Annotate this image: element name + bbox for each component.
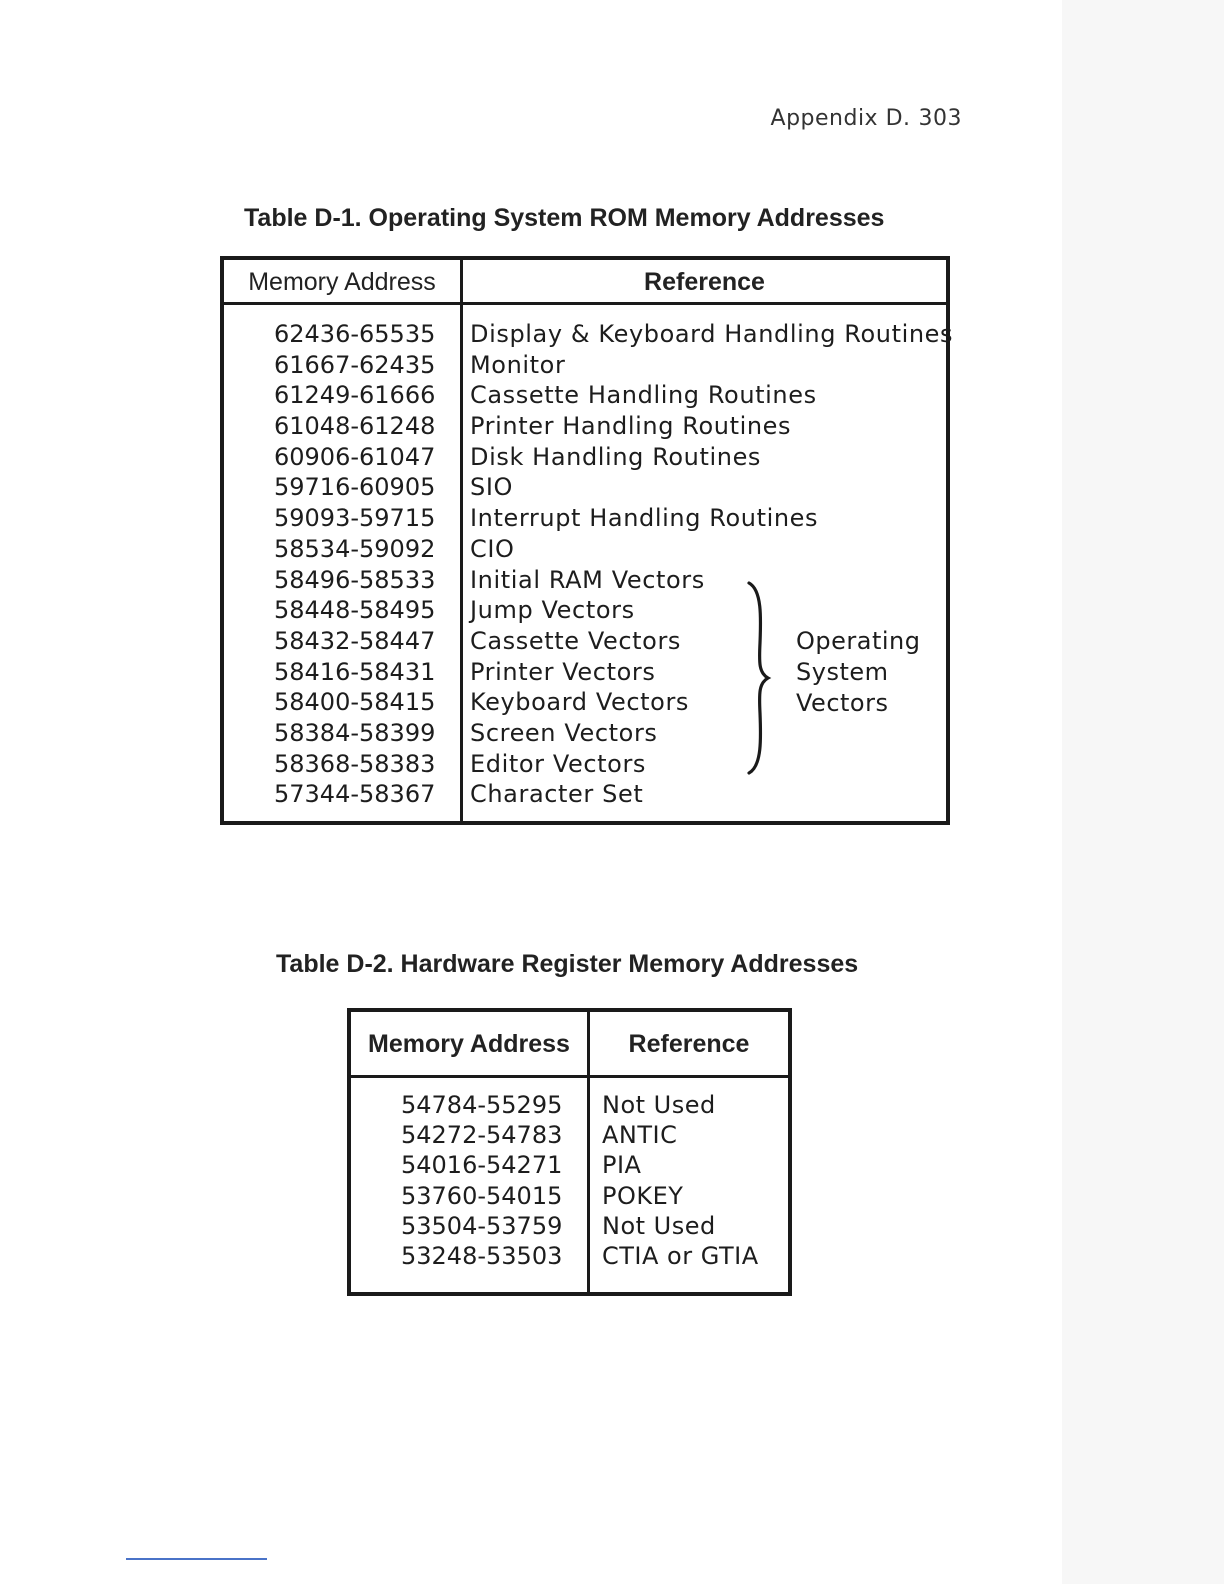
reference-cell: Interrupt Handling Routines (470, 504, 819, 533)
reference-cell: ANTIC (602, 1121, 678, 1150)
reference-cell: Keyboard Vectors (470, 688, 690, 717)
address-cell: 58496-58533 (274, 565, 436, 594)
address-cell: 58384-58399 (274, 718, 436, 747)
group-note-line: Vectors (796, 689, 889, 717)
reference-column (470, 319, 953, 810)
column-header-memory-address: Memory Address (368, 1029, 570, 1058)
curly-brace-icon (744, 578, 774, 778)
address-cell: 53504-53759 (401, 1211, 563, 1240)
reference-cell: Cassette Vectors (470, 626, 682, 655)
address-column (401, 1090, 562, 1271)
page-edge-shading (1062, 0, 1224, 1584)
reference-cell: Disk Handling Routines (470, 442, 762, 471)
reference-cell: Initial RAM Vectors (470, 565, 705, 594)
footnote-rule (126, 1558, 267, 1560)
address-cell: 54016-54271 (401, 1151, 563, 1180)
column-header-reference: Reference (628, 1029, 750, 1058)
reference-cell: Not Used (602, 1211, 716, 1240)
address-cell: 57344-58367 (274, 780, 436, 809)
reference-cell: POKEY (602, 1181, 684, 1210)
address-cell: 61048-61248 (274, 412, 436, 441)
vectors-group-note (796, 626, 921, 719)
reference-cell: Screen Vectors (470, 718, 658, 747)
reference-cell: SIO (470, 473, 514, 502)
reference-cell: Not Used (602, 1091, 716, 1119)
column-divider (460, 260, 463, 821)
reference-cell: PIA (602, 1151, 642, 1180)
address-cell: 61249-61666 (274, 381, 436, 410)
address-cell: 58448-58495 (274, 596, 436, 625)
reference-cell: Character Set (470, 780, 644, 809)
address-cell: 58432-58447 (274, 626, 436, 655)
reference-cell: Jump Vectors (470, 596, 635, 625)
address-cell: 58534-59092 (274, 534, 436, 563)
reference-cell: Cassette Handling Routines (470, 381, 817, 410)
reference-cell: Display & Keyboard Handling Routines (470, 320, 954, 348)
running-header (771, 106, 962, 131)
address-column (274, 319, 435, 810)
group-note-line: Operating (796, 627, 921, 655)
reference-cell: Monitor (470, 350, 566, 379)
address-cell: 59093-59715 (274, 504, 436, 533)
address-cell: 54272-54783 (401, 1121, 563, 1150)
reference-column (602, 1090, 759, 1271)
table-d2-title: Table D-2. Hardware Register Memory Addresses (276, 950, 859, 978)
address-cell: 54784-55295 (401, 1091, 563, 1119)
address-cell: 58368-58383 (274, 749, 436, 778)
address-cell: 53760-54015 (401, 1181, 563, 1210)
reference-cell: CIO (470, 534, 515, 563)
reference-cell: CTIA or GTIA (602, 1241, 759, 1270)
group-note-line: System (796, 658, 889, 686)
reference-cell: Printer Handling Routines (470, 412, 792, 441)
column-header-reference: Reference (644, 267, 765, 296)
header-section: Appendix D. (770, 106, 911, 131)
table-d1 (220, 256, 954, 825)
address-cell: 58416-58431 (274, 657, 436, 686)
address-cell: 59716-60905 (274, 473, 436, 502)
address-cell: 53248-53503 (401, 1241, 563, 1270)
reference-cell: Printer Vectors (470, 657, 656, 686)
table-d2 (347, 1008, 792, 1296)
address-cell: 61667-62435 (274, 350, 436, 379)
page-number: 303 (918, 106, 962, 131)
address-cell: 60906-61047 (274, 442, 436, 471)
reference-cell: Editor Vectors (470, 749, 647, 778)
address-cell: 62436-65535 (274, 320, 436, 348)
table-d1-title: Table D-1. Operating System ROM Memory Addresses (244, 204, 885, 232)
address-cell: 58400-58415 (274, 688, 436, 717)
column-header-memory-address: Memory Address (248, 267, 436, 296)
